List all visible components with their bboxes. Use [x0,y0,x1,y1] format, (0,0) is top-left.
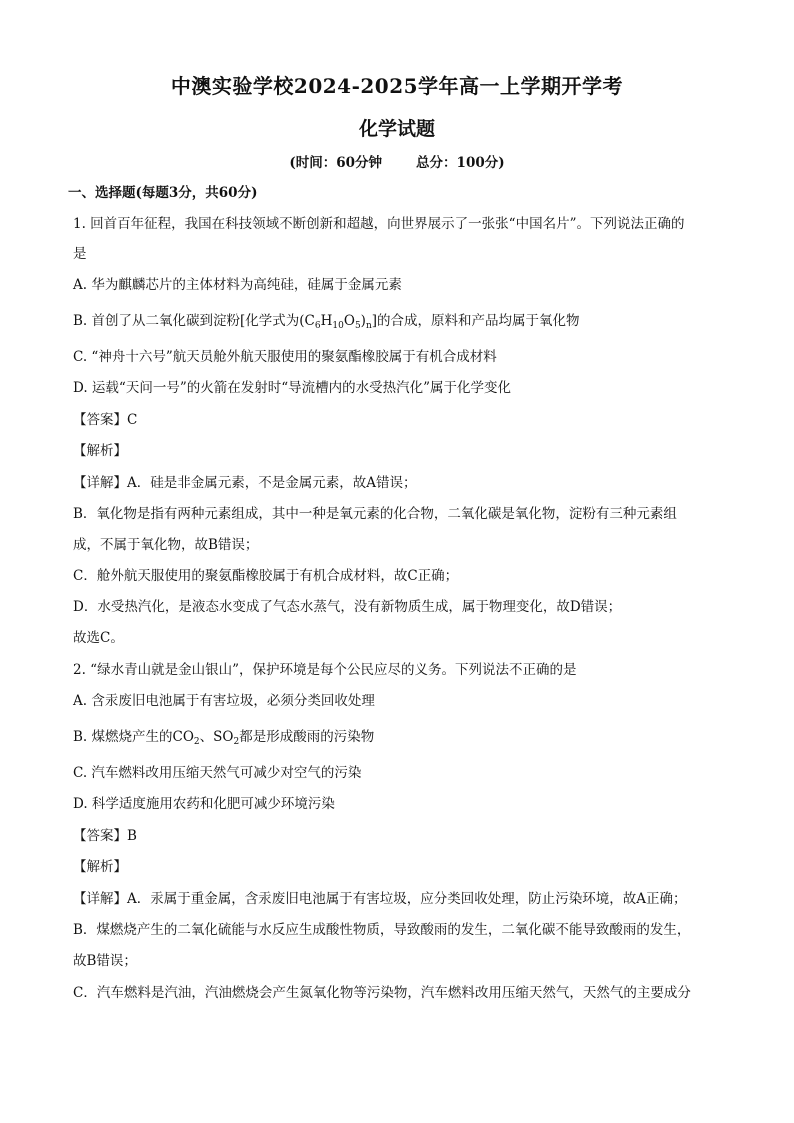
q2-detail-line2: B．煤燃烧产生的二氧化硫能与水反应生成酸性物质，导致酸雨的发生，二氧化碳不能导致酸雨的发生， [73,922,691,938]
time-limit: (时间：60分钟 [289,155,383,171]
q1-answer: 【答案】C [73,412,138,428]
exam-subject: 化学试题 [358,118,435,140]
q2-option-b [73,728,743,751]
q1-detail-line5: D．水受热汽化，是液态水变成了气态水蒸气，没有新物质生成，属于物理变化，故D错误； [73,599,622,615]
q1-detail-line4: C．舱外航天服使用的聚氨酯橡胶属于有机合成材料，故C正确； [73,568,459,584]
formula-part: ) [360,313,366,329]
q2-detail-line4: C．汽车燃料是汽油，汽油燃烧会产生氮氧化物等污染物，汽车燃料改用压缩天然气，天然气的主要成分 [73,985,691,1001]
q2-answer: 【答案】B [73,828,137,844]
q2-option-a: A. 含汞废旧电池属于有害垃圾，必须分类回收处理 [73,693,375,709]
q1-detail-line2: B．氧化物是指有两种元素组成，其中一种是氧元素的化合物，二氧化碳是氧化物，淀粉有三种元素组 [73,506,677,522]
separator: 、 [199,729,214,745]
q1-option-d: D. 运载“天问一号”的火箭在发射时“导流槽内的水受热汽化”属于化学变化 [73,380,512,396]
exam-info [0,151,794,171]
q1-detail-line1: 【详解】A．硅是非金属元素，不是金属元素，故A错误； [73,475,417,491]
q1-option-b-text-pre: B. 首创了从二氧化碳到淀粉[化学式为 [73,313,300,329]
q1-analysis-label: 【解析】 [73,443,127,459]
formula-part: H [320,313,333,329]
total-score: 总分：100分) [416,155,505,171]
q1-stem-line1: 1. 回首百年征程，我国在科技领域不断创新和超越，向世界展示了一张张“中国名片”。下列说法正确的 [73,216,685,232]
q2-stem: 2. “绿水青山就是金山银山”，保护环境是每个公民应尽的义务。下列说法不正确的是 [73,662,577,678]
formula-sub: 6 [314,321,321,331]
q1-detail-line6: 故选C。 [73,630,124,646]
formula-sub: 10 [332,321,344,331]
formula-part: (C [299,313,315,329]
section-heading: 一、选择题(每题3分，共60分) [68,185,258,201]
formula-sub: 2 [193,737,200,747]
formula-sub: 2 [233,737,240,747]
q2-analysis-label: 【解析】 [73,859,127,875]
q2-detail-line1: 【详解】A．汞属于重金属，含汞废旧电池属于有害垃圾，应分类回收处理，防止污染环境，故A正确； [73,891,687,907]
q2-option-d: D. 科学适度施用农药和化肥可减少环境污染 [73,796,335,812]
formula-part: CO [172,729,194,745]
formula-part: SO [213,729,234,745]
q1-option-a: A. 华为麒麟芯片的主体材料为高纯硅，硅属于金属元素 [73,277,402,293]
q1-detail-line3: 成，不属于氧化物，故B错误； [73,537,259,553]
q2-option-b-text-pre: B. 煤燃烧产生的 [73,729,173,745]
q1-option-b [73,312,743,335]
formula-sub: n [365,321,372,331]
q1-option-c: C. “神舟十六号”航天员舱外航天服使用的聚氨酯橡胶属于有机合成材料 [73,349,497,365]
so2-formula [213,729,239,745]
q2-detail-line3: 故B错误； [73,953,137,969]
co2-formula [173,729,200,745]
formula-part: O [343,313,355,329]
starch-formula [299,313,371,329]
exam-title: 中澳实验学校2024-2025学年高一上学期开学考 [170,74,624,98]
q2-option-b-text-post: 都是形成酸雨的污染物 [239,729,375,745]
formula-sub: 5 [354,321,361,331]
q2-option-c: C. 汽车燃料改用压缩天然气可减少对空气的污染 [73,765,362,781]
q1-stem-line2: 是 [73,246,87,262]
q1-option-b-text-post: ]的合成，原料和产品均属于氧化物 [371,313,580,329]
